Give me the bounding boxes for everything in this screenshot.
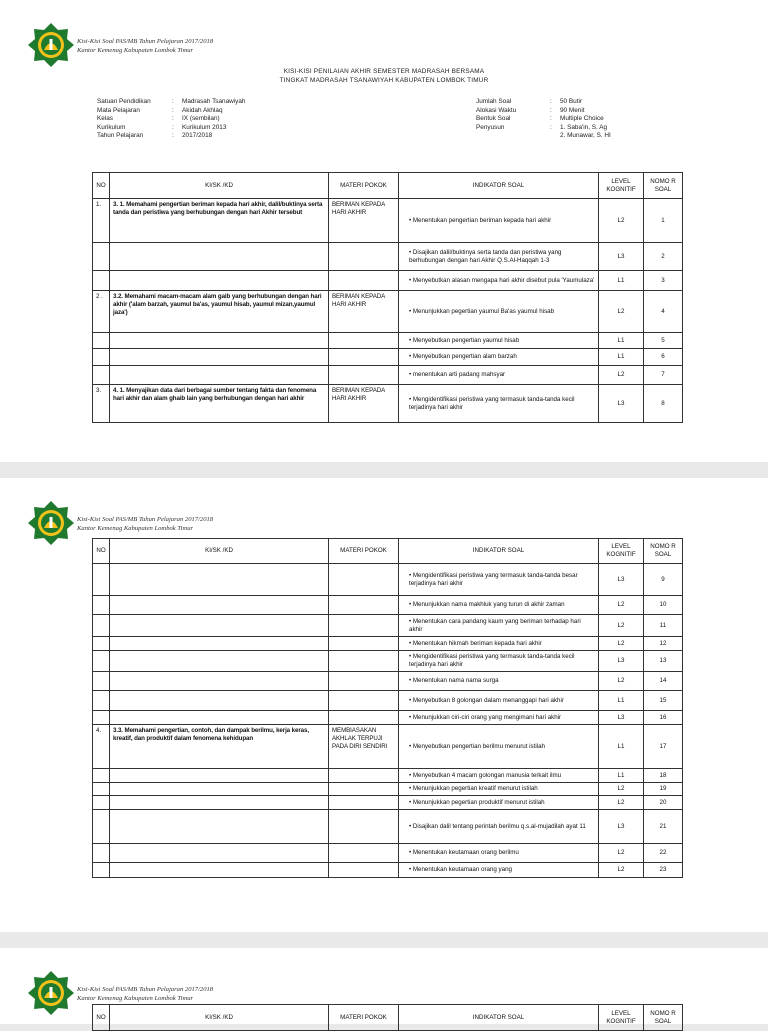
- row-no-cell: [93, 366, 110, 385]
- materi-pokok-cell: [329, 271, 399, 291]
- kemenag-logo-icon: [27, 970, 75, 1016]
- kompetensi-dasar-cell: [110, 783, 329, 796]
- table-row: [93, 596, 683, 615]
- indikator-soal-cell: • Menunjukkan pegertian produktif menurut istilah: [399, 796, 599, 810]
- kompetensi-dasar-cell: [110, 564, 329, 596]
- indikator-soal-cell: • Menyebutkan alasan mengapa hari akhir disebut pula 'Yaumulaza': [399, 271, 599, 291]
- nomor-soal-cell: 5: [644, 333, 683, 349]
- indikator-soal-cell: • Menyebutkan pengertian berilmu menurut istilah: [399, 725, 599, 769]
- row-no-cell: 4.: [93, 725, 110, 769]
- kompetensi-dasar-cell: 3.2. Memahami macam-macam alam gaib yang berhubungan dengan hari akhir ('alam barzah, yaumul ba'as, yaumul hisab, yaumul mizan,yaumul jaza'): [110, 291, 329, 333]
- kompetensi-dasar-cell: [110, 596, 329, 615]
- level-kognitif-cell: L1: [599, 271, 644, 291]
- nomor-soal-cell: 4: [644, 291, 683, 333]
- level-kognitif-cell: L2: [599, 366, 644, 385]
- level-kognitif-cell: L3: [599, 651, 644, 672]
- nomor-soal-cell: 13: [644, 651, 683, 672]
- kompetensi-dasar-cell: [110, 691, 329, 711]
- materi-pokok-cell: [329, 810, 399, 844]
- info-right: Jumlah Soal : 50 Butir Alokasi Waktu : 90 Menit Bentuk Soal : Multiple Choice Penyusun : 1. Saba'in, S. Ag 2. Munawar, S. HI: [476, 98, 611, 140]
- materi-pokok-cell: [329, 366, 399, 385]
- materi-pokok-cell: [329, 863, 399, 878]
- level-kognitif-cell: L3: [599, 810, 644, 844]
- row-no-cell: [93, 243, 110, 271]
- row-no-cell: 2 .: [93, 291, 110, 333]
- col-indikator-header: INDIKATOR SOAL: [399, 173, 599, 199]
- materi-pokok-cell: [329, 796, 399, 810]
- level-kognitif-cell: L2: [599, 783, 644, 796]
- materi-pokok-cell: [329, 844, 399, 863]
- table-row: [93, 271, 683, 291]
- row-no-cell: [93, 672, 110, 691]
- nomor-soal-cell: 8: [644, 385, 683, 423]
- level-kognitif-cell: L1: [599, 725, 644, 769]
- indikator-soal-cell: • Mengidentifikasi peristiwa yang termasuk tanda-tanda kecil terjadinya hari akhir: [399, 385, 599, 423]
- table-row: [93, 672, 683, 691]
- indikator-soal-cell: • Menyebutkan 4 macam golongan manusia terkait ilmu: [399, 769, 599, 783]
- materi-pokok-cell: [329, 691, 399, 711]
- row-no-cell: [93, 271, 110, 291]
- table-row: [93, 844, 683, 863]
- kompetensi-dasar-cell: [110, 349, 329, 366]
- kompetensi-dasar-cell: [110, 769, 329, 783]
- materi-pokok-cell: BERIMAN KEPADA HARI AKHIR: [329, 199, 399, 243]
- row-no-cell: [93, 711, 110, 725]
- row-no-cell: [93, 844, 110, 863]
- nomor-soal-cell: 22: [644, 844, 683, 863]
- col-nomor-header: NOMO R SOAL: [644, 173, 683, 199]
- col-nomor-header: NOMO R SOAL: [644, 539, 683, 564]
- indikator-soal-cell: • Menyebutkan pengertian yaumul hisab: [399, 333, 599, 349]
- kompetensi-dasar-cell: [110, 333, 329, 349]
- nomor-soal-cell: 1: [644, 199, 683, 243]
- level-kognitif-cell: L2: [599, 596, 644, 615]
- table-row: [93, 243, 683, 271]
- indikator-soal-cell: • Disajikan dalil tentang perintah berilmu q.s.al-mujadilah ayat 11: [399, 810, 599, 844]
- table-row: [93, 291, 683, 333]
- row-no-cell: [93, 596, 110, 615]
- kompetensi-dasar-cell: [110, 243, 329, 271]
- table-row: [93, 810, 683, 844]
- col-level-header: LEVEL KOGNITIF: [599, 173, 644, 199]
- indikator-soal-cell: • Mengidentifikasi peristiwa yang termasuk tanda-tanda kecil terjadinya hari akhir: [399, 651, 599, 672]
- kompetensi-dasar-cell: [110, 672, 329, 691]
- col-materi-header: MATERI POKOK: [329, 1005, 399, 1031]
- level-kognitif-cell: L2: [599, 796, 644, 810]
- kompetensi-dasar-cell: 3.3. Memahami pengertian, contoh, dan dampak berilmu, kerja keras, kreatif, dan produktif dalam fenomena kehidupan: [110, 725, 329, 769]
- document-title: KISI-KISI PENILAIAN AKHIR SEMESTER MADRASAH BERSAMA TINGKAT MADRASAH TSANAWIYAH KABUPATEN LOMBOK TIMUR: [279, 68, 489, 84]
- kemenag-logo-icon: [27, 500, 75, 546]
- table-row: [93, 769, 683, 783]
- table-row: [93, 796, 683, 810]
- row-no-cell: [93, 863, 110, 878]
- table-row: [93, 349, 683, 366]
- level-kognitif-cell: L3: [599, 564, 644, 596]
- col-ki-header: KI/SK /KD: [110, 173, 329, 199]
- header-text: Kisi-Kisi Soal PAS/MB Tahun Pelajaran 2017/2018 Kantor Kemenag Kabupaten Lombok Timur: [77, 986, 214, 1002]
- nomor-soal-cell: 12: [644, 637, 683, 651]
- indikator-soal-cell: • Menentukan nama nama surga: [399, 672, 599, 691]
- table-row: [93, 711, 683, 725]
- nomor-soal-cell: 3: [644, 271, 683, 291]
- col-materi-header: MATERI POKOK: [329, 173, 399, 199]
- row-no-cell: [93, 810, 110, 844]
- row-no-cell: [93, 769, 110, 783]
- kompetensi-dasar-cell: 4. 1. Menyajikan data dari berbagai sumber tentang fakta dan fenomena hari akhir dan alam ghaib lain yang berhubungan dengan hari akhir: [110, 385, 329, 423]
- nomor-soal-cell: 10: [644, 596, 683, 615]
- kompetensi-dasar-cell: [110, 651, 329, 672]
- table-row: [93, 725, 683, 769]
- header-text: Kisi-Kisi Soal PAS/MB Tahun Pelajaran 2017/2018 Kantor Kemenag Kabupaten Lombok Timur: [77, 38, 214, 54]
- table-row: [93, 199, 683, 243]
- col-indikator-header: INDIKATOR SOAL: [399, 539, 599, 564]
- info-left: Satuan Pendidikan : Madrasah Tsanawiyah Mata Pelajaran : Akidah Akhlaq Kelas : IX (sembilan) Kurikulum : Kurikulum 2013 Tahun Pelajaran : 2017/2018: [97, 98, 246, 140]
- table-row: [93, 615, 683, 637]
- row-no-cell: [93, 796, 110, 810]
- materi-pokok-cell: [329, 651, 399, 672]
- materi-pokok-cell: [329, 596, 399, 615]
- row-no-cell: [93, 615, 110, 637]
- document-page-2: [0, 478, 768, 932]
- kompetensi-dasar-cell: [110, 615, 329, 637]
- col-indikator-header: INDIKATOR SOAL: [399, 1005, 599, 1031]
- row-no-cell: [93, 783, 110, 796]
- col-no-header: NO: [93, 539, 110, 564]
- nomor-soal-cell: 11: [644, 615, 683, 637]
- nomor-soal-cell: 6: [644, 349, 683, 366]
- indikator-soal-cell: • Menentukan keutamaan orang yang: [399, 863, 599, 878]
- materi-pokok-cell: [329, 564, 399, 596]
- level-kognitif-cell: L3: [599, 711, 644, 725]
- materi-pokok-cell: [329, 769, 399, 783]
- row-no-cell: 1.: [93, 199, 110, 243]
- col-nomor-header: NOMO R SOAL: [644, 1005, 683, 1031]
- nomor-soal-cell: 18: [644, 769, 683, 783]
- kompetensi-dasar-cell: [110, 271, 329, 291]
- level-kognitif-cell: L1: [599, 691, 644, 711]
- row-no-cell: [93, 349, 110, 366]
- kompetensi-dasar-cell: [110, 810, 329, 844]
- document-page-1: [0, 0, 768, 462]
- table-row: [93, 863, 683, 878]
- indikator-soal-cell: • Menyebutkan 8 golongan dalam menanggapi hari akhir: [399, 691, 599, 711]
- col-no-header: NO: [93, 173, 110, 199]
- indikator-soal-cell: • Menentukan cara pandang kaum yang beriman terhadap hari akhir: [399, 615, 599, 637]
- level-kognitif-cell: L3: [599, 385, 644, 423]
- col-ki-header: KI/SK /KD: [110, 1005, 329, 1031]
- indikator-soal-cell: • menentukan arti padang mahsyar: [399, 366, 599, 385]
- nomor-soal-cell: 9: [644, 564, 683, 596]
- materi-pokok-cell: [329, 243, 399, 271]
- materi-pokok-cell: BERIMAN KEPADA HARI AKHIR: [329, 291, 399, 333]
- header-text: Kisi-Kisi Soal PAS/MB Tahun Pelajaran 2017/2018 Kantor Kemenag Kabupaten Lombok Timur: [77, 516, 214, 532]
- nomor-soal-cell: 17: [644, 725, 683, 769]
- col-level-header: LEVEL KOGNITIF: [599, 1005, 644, 1031]
- materi-pokok-cell: [329, 711, 399, 725]
- kisi-kisi-table-2: [92, 538, 683, 878]
- level-kognitif-cell: L2: [599, 615, 644, 637]
- indikator-soal-cell: • Menentukan pengertian beriman kepada hari akhir: [399, 199, 599, 243]
- materi-pokok-cell: [329, 672, 399, 691]
- kompetensi-dasar-cell: [110, 796, 329, 810]
- level-kognitif-cell: L1: [599, 349, 644, 366]
- indikator-soal-cell: • Menunjukkan pegertian yaumul Ba'as yaumul hisab: [399, 291, 599, 333]
- row-no-cell: [93, 333, 110, 349]
- level-kognitif-cell: L2: [599, 672, 644, 691]
- row-no-cell: [93, 637, 110, 651]
- col-level-header: LEVEL KOGNITIF: [599, 539, 644, 564]
- nomor-soal-cell: 21: [644, 810, 683, 844]
- level-kognitif-cell: L2: [599, 199, 644, 243]
- materi-pokok-cell: BERIMAN KEPADA HARI AKHIR: [329, 385, 399, 423]
- row-no-cell: [93, 564, 110, 596]
- indikator-soal-cell: • Menunjukkan ciri-ciri orang yang mengimani hari akhir: [399, 711, 599, 725]
- level-kognitif-cell: L2: [599, 844, 644, 863]
- table-row: [93, 564, 683, 596]
- col-no-header: NO: [93, 1005, 110, 1031]
- level-kognitif-cell: L2: [599, 291, 644, 333]
- nomor-soal-cell: 19: [644, 783, 683, 796]
- nomor-soal-cell: 15: [644, 691, 683, 711]
- indikator-soal-cell: • Disajikan dalil/buktinya serta tanda dan peristiwa yang berhubungan dengan hari Akhir Q.S.Al-Haqqah 1-3: [399, 243, 599, 271]
- kompetensi-dasar-cell: [110, 366, 329, 385]
- document-page-3: [0, 948, 768, 1024]
- row-no-cell: [93, 691, 110, 711]
- nomor-soal-cell: 14: [644, 672, 683, 691]
- kemenag-logo-icon: [27, 22, 75, 68]
- table-row: [93, 783, 683, 796]
- kisi-kisi-table-3: [92, 1004, 683, 1031]
- kisi-kisi-table-1: [92, 172, 683, 423]
- table-row: [93, 333, 683, 349]
- nomor-soal-cell: 20: [644, 796, 683, 810]
- indikator-soal-cell: • Menunjukkan pegertian kreatif menurut istilah: [399, 783, 599, 796]
- level-kognitif-cell: L1: [599, 333, 644, 349]
- level-kognitif-cell: L3: [599, 243, 644, 271]
- kompetensi-dasar-cell: [110, 863, 329, 878]
- table-row: [93, 366, 683, 385]
- materi-pokok-cell: MEMBIASAKAN AKHLAK TERPUJI PADA DIRI SENDIRI: [329, 725, 399, 769]
- nomor-soal-cell: 16: [644, 711, 683, 725]
- kompetensi-dasar-cell: [110, 844, 329, 863]
- materi-pokok-cell: [329, 783, 399, 796]
- level-kognitif-cell: L2: [599, 863, 644, 878]
- col-materi-header: MATERI POKOK: [329, 539, 399, 564]
- nomor-soal-cell: 23: [644, 863, 683, 878]
- nomor-soal-cell: 7: [644, 366, 683, 385]
- kompetensi-dasar-cell: [110, 637, 329, 651]
- table-row: [93, 691, 683, 711]
- nomor-soal-cell: 2: [644, 243, 683, 271]
- materi-pokok-cell: [329, 349, 399, 366]
- indikator-soal-cell: • Mengidentifikasi peristiwa yang termasuk tanda-tanda besar terjadinya hari akhir: [399, 564, 599, 596]
- indikator-soal-cell: • Menentukan hikmah beriman kepada hari akhir: [399, 637, 599, 651]
- col-ki-header: KI/SK /KD: [110, 539, 329, 564]
- row-no-cell: [93, 651, 110, 672]
- level-kognitif-cell: L2: [599, 637, 644, 651]
- table-row: [93, 637, 683, 651]
- level-kognitif-cell: L1: [599, 769, 644, 783]
- materi-pokok-cell: [329, 333, 399, 349]
- indikator-soal-cell: • Menentukan keutamaan orang berilmu: [399, 844, 599, 863]
- table-row: [93, 385, 683, 423]
- materi-pokok-cell: [329, 615, 399, 637]
- indikator-soal-cell: • Menyebutkan pengertian alam barzah: [399, 349, 599, 366]
- kompetensi-dasar-cell: [110, 711, 329, 725]
- indikator-soal-cell: • Menunjukkan nama makhluk yang turun di akhir zaman: [399, 596, 599, 615]
- row-no-cell: 3.: [93, 385, 110, 423]
- materi-pokok-cell: [329, 637, 399, 651]
- kompetensi-dasar-cell: 3. 1. Memahami pengertian beriman kepada hari akhir, dalil/buktinya serta tanda dan peristiwa yang berhubungan dengan hari Akhir tersebut: [110, 199, 329, 243]
- table-row: [93, 651, 683, 672]
